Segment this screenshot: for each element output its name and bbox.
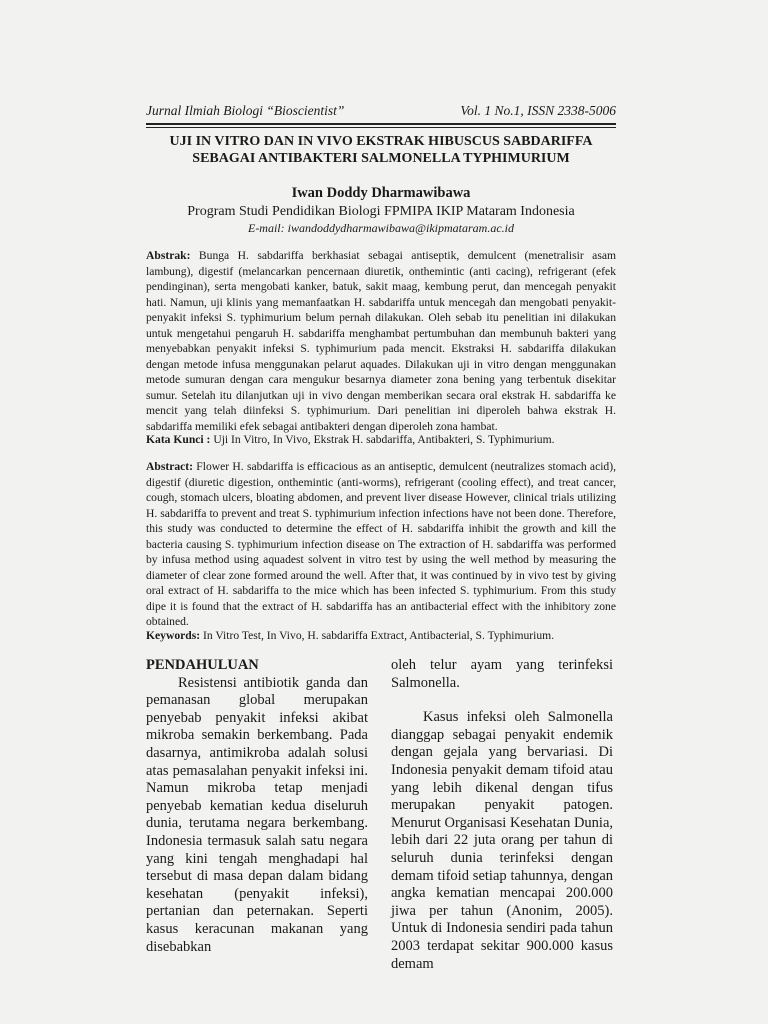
journal-name: Jurnal Ilmiah Biologi “Bioscientist” (146, 103, 345, 118)
keywords-label: Keywords: (146, 629, 201, 642)
author-name: Iwan Doddy Dharmawibawa (291, 185, 471, 201)
header-rule-thin (146, 127, 616, 128)
body-paragraph-1: Resistensi antibiotik ganda dan pemanasan global merupakan penyebab penyakit infeksi akibat mikroba semakin berkembang. Pada dasarnya, antimikroba adalah solusi atas pemasalahan penyakit infeksi ini. Namun mikroba tetap menjadi penyebab kematian kedua diseluruh dunia, terutama negara berkembang. Indonesia termasuk salah satu negara yang kini tengah menghadapi hal tersebut di masa depan dalam bidang kesehatan (penyakit infeksi), pertanian dan peternakan. Seperti kasus keracunan makanan yang disebabkan (146, 674, 368, 955)
keywords-section (146, 628, 616, 644)
header-rule-thick (146, 123, 616, 125)
body-column-left (146, 657, 368, 956)
kata-kunci-section (146, 432, 616, 448)
body-paragraph-2: Kasus infeksi oleh Salmonella dianggap sebagai penyakit endemik dengan gejala yang bervariasi. Di Indonesia penyakit demam tifoid atau yang lebih dikenal dengan tifus merupakan penyakit patogen. Menurut Organisasi Kesehatan Dunia, lebih dari 22 juta orang per tahun di seluruh dunia terinfeksi dengan demam tifoid setiap tahunnya, dengan angka kematian mencapai 200.000 jiwa per tahun (Anonim, 2005). Untuk di Indonesia sendiri pada tahun 2003 terdapat sekitar 900.000 kasus demam (391, 709, 614, 972)
body-paragraph-1-cont: oleh telur ayam yang terinfeksi Salmonella. (391, 657, 613, 691)
paper-title (146, 133, 616, 167)
abstrak-label: Abstrak: (146, 249, 191, 262)
abstrak-text: Bunga H. sabdariffa berkhasiat sebagai antiseptik, demulcent (menetralisir asam lambung), digestif (melancarkan pencernaan diuretik, onthemintic (anti cacing), refrigerant (efek pendinginan), serta mengobati kanker, batuk, sakit maag, kembung perut, dan mencegah penyakit hati. Namun, uji klinis yang memanfaatkan H. sabdariffa untuk mencegah dan mengobati penyakit-penyakit infeksi S. typhimurium belum pernah dilakukan. Oleh sebab itu penelitian ini dilakukan untuk mengetahui pengaruh H. sabdariffa menghambat pertumbuhan dan membunuh bakteri yang menyebabkan penyakit infeksi S. typhimurium pada mencit. Ekstraksi H. sabdariffa dilakukan dengan metode infusa menggunakan pelarut aquades. Dilakukan uji in vitro dengan menggunakan metode sumuran dengan cara mengukur besarnya diameter zona bening yang terbentuk disekitar sumur. Setelah itu dilanjutkan uji in vivo dengan memberikan secara oral ekstrak H. sabdariffa ke mencit yang telah diinfeksi S. typhimurium. Dari penelitian ini diperoleh bahwa ekstrak H. sabdariffa memiliki efek sebagai antibakteri dengan diperoleh zona hambat. (146, 249, 616, 434)
keywords-text: In Vitro Test, In Vivo, H. sabdariffa Extract, Antibacterial, S. Typhimurium. (203, 629, 555, 642)
title-line-2: SEBAGAI ANTIBAKTERI SALMONELLA TYPHIMURIUM (192, 151, 570, 166)
section-heading: PENDAHULUAN (146, 657, 259, 673)
abstract-en-section (146, 459, 616, 630)
kata-kunci-label: Kata Kunci : (146, 433, 211, 446)
abstrak-section (146, 248, 616, 435)
body-column-right (391, 657, 613, 973)
running-header (146, 103, 616, 119)
abstract-en-label: Abstract: (146, 460, 194, 473)
author-email: E-mail: iwandoddydharmawibawa@ikipmataram.ac.id (247, 221, 515, 235)
abstract-en-text: Flower H. sabdariffa is efficacious as an antiseptic, demulcent (neutralizes stomach acid), digestif (diuretic digestion, onthemintic (anti-worms), refrigerant (cooling effect), and treat cancer, cough, stomach ulcers, bloating abdomen, and prevent liver disease However, clinical trials utilizing H. sabdariffa to prevent and treat S. typhimurium infection infections have not been done. Therefore, this study was conducted to determine the effect of H. sabdariffa inhibit the growth and kill the bacteria causing S. typhimurium infection disease on The extraction of H. sabdariffa was performed by infusa method using aquadest solvent in vitro test by using the well method by measuring the diameter of clear zone formed around the well. After that, it was continued by in vivo test by giving oral extract of H. sabdariffa to the mice which has been infected S. typhimurium. From this study dipe it is found that the extract of H. sabdariffa has an antibacterial effect with the inhibitory zone obtained. (146, 460, 616, 629)
volume-issn: Vol. 1 No.1, ISSN 2338-5006 (460, 103, 616, 118)
title-line-1: UJI IN VITRO DAN IN VIVO EKSTRAK HIBUSCUS SABDARIFFA (169, 134, 593, 149)
kata-kunci-text: Uji In Vitro, In Vivo, Ekstrak H. sabdariffa, Antibakteri, S. Typhimurium. (213, 433, 555, 446)
author-affiliation: Program Studi Pendidikan Biologi FPMIPA IKIP Mataram Indonesia (187, 204, 575, 219)
